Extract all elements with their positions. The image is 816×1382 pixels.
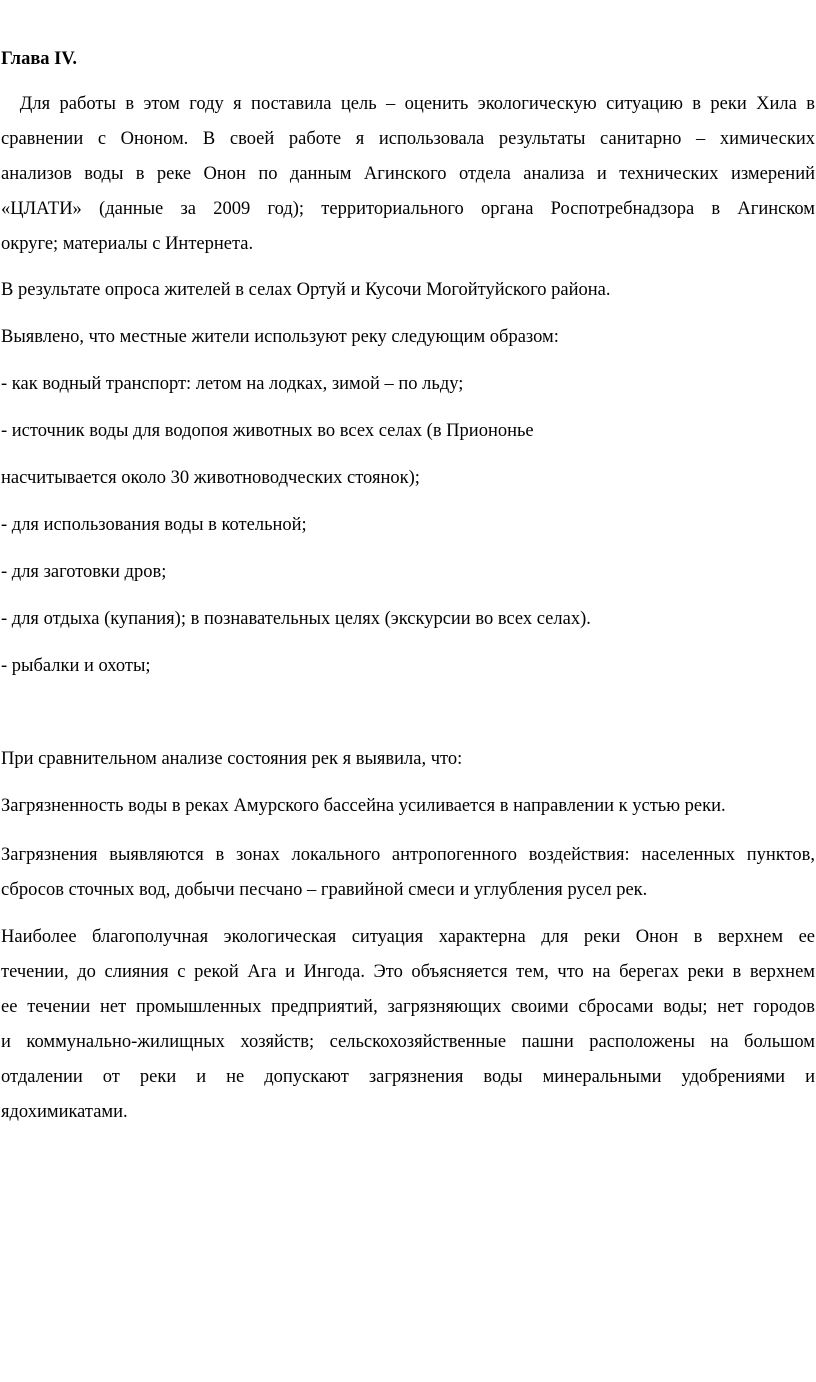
intro-line: Для работы в этом году я поставила цель – оценить экологическую ситуацию в реки Хила в	[1, 94, 815, 114]
list-item: насчитывается около 30 животноводческих стоянок);	[1, 468, 420, 488]
onon-line: ее течении нет промышленных предприятий, загрязняющих своими сбросами воды; нет городов	[1, 997, 815, 1017]
onon-line: течении, до слияния с рекой Ага и Ингода. Это объясняется тем, что на берегах реки в верхнем	[1, 962, 815, 982]
comparison-intro: При сравнительном анализе состояния рек я выявила, что:	[1, 749, 463, 769]
zones-line: сбросов сточных вод, добычи песчано – гравийной смеси и углубления русел рек.	[1, 880, 648, 900]
intro-line: «ЦЛАТИ» (данные за 2009 год); территориального органа Роспотребнадзора в Агинском	[1, 199, 815, 219]
pollution-amur: Загрязненность воды в реках Амурского бассейна усиливается в направлении к устью реки.	[1, 796, 726, 816]
onon-line: ядохимикатами.	[1, 1102, 128, 1122]
chapter-heading: Глава IV.	[1, 49, 77, 69]
onon-paragraph	[1, 920, 815, 1130]
found-text: Выявлено, что местные жители используют реку следующим образом:	[1, 327, 559, 347]
zones-paragraph	[1, 838, 815, 908]
intro-line: сравнении с Ононом. В своей работе я использовала результаты санитарно – химических	[1, 129, 815, 149]
list-item: - для отдыха (купания); в познавательных целях (экскурсии во всех селах).	[1, 609, 591, 629]
survey-text: В результате опроса жителей в селах Ортуй и Кусочи Могойтуйского района.	[1, 280, 611, 300]
onon-line: Наиболее благополучная экологическая ситуация характерна для реки Онон в верхнем ее	[1, 927, 815, 947]
intro-paragraph	[1, 87, 815, 262]
list-item: - для использования воды в котельной;	[1, 515, 307, 535]
list-item: - источник воды для водопоя животных во всех селах (в Приононье	[1, 421, 534, 441]
zones-line: Загрязнения выявляются в зонах локального антропогенного воздействия: населенных пунктов,	[1, 845, 815, 865]
list-item: - рыбалки и охоты;	[1, 656, 151, 676]
onon-line: и коммунально-жилищных хозяйств; сельскохозяйственные пашни расположены на большом	[1, 1032, 815, 1052]
intro-line: анализов воды в реке Онон по данным Агинского отдела анализа и технических измерений	[1, 164, 815, 184]
intro-line: округе; материалы с Интернета.	[1, 234, 254, 254]
onon-line: отдалении от реки и не допускают загрязнения воды минеральными удобрениями и	[1, 1067, 815, 1087]
list-item: - для заготовки дров;	[1, 562, 167, 582]
list-item: - как водный транспорт: летом на лодках, зимой – по льду;	[1, 374, 464, 394]
